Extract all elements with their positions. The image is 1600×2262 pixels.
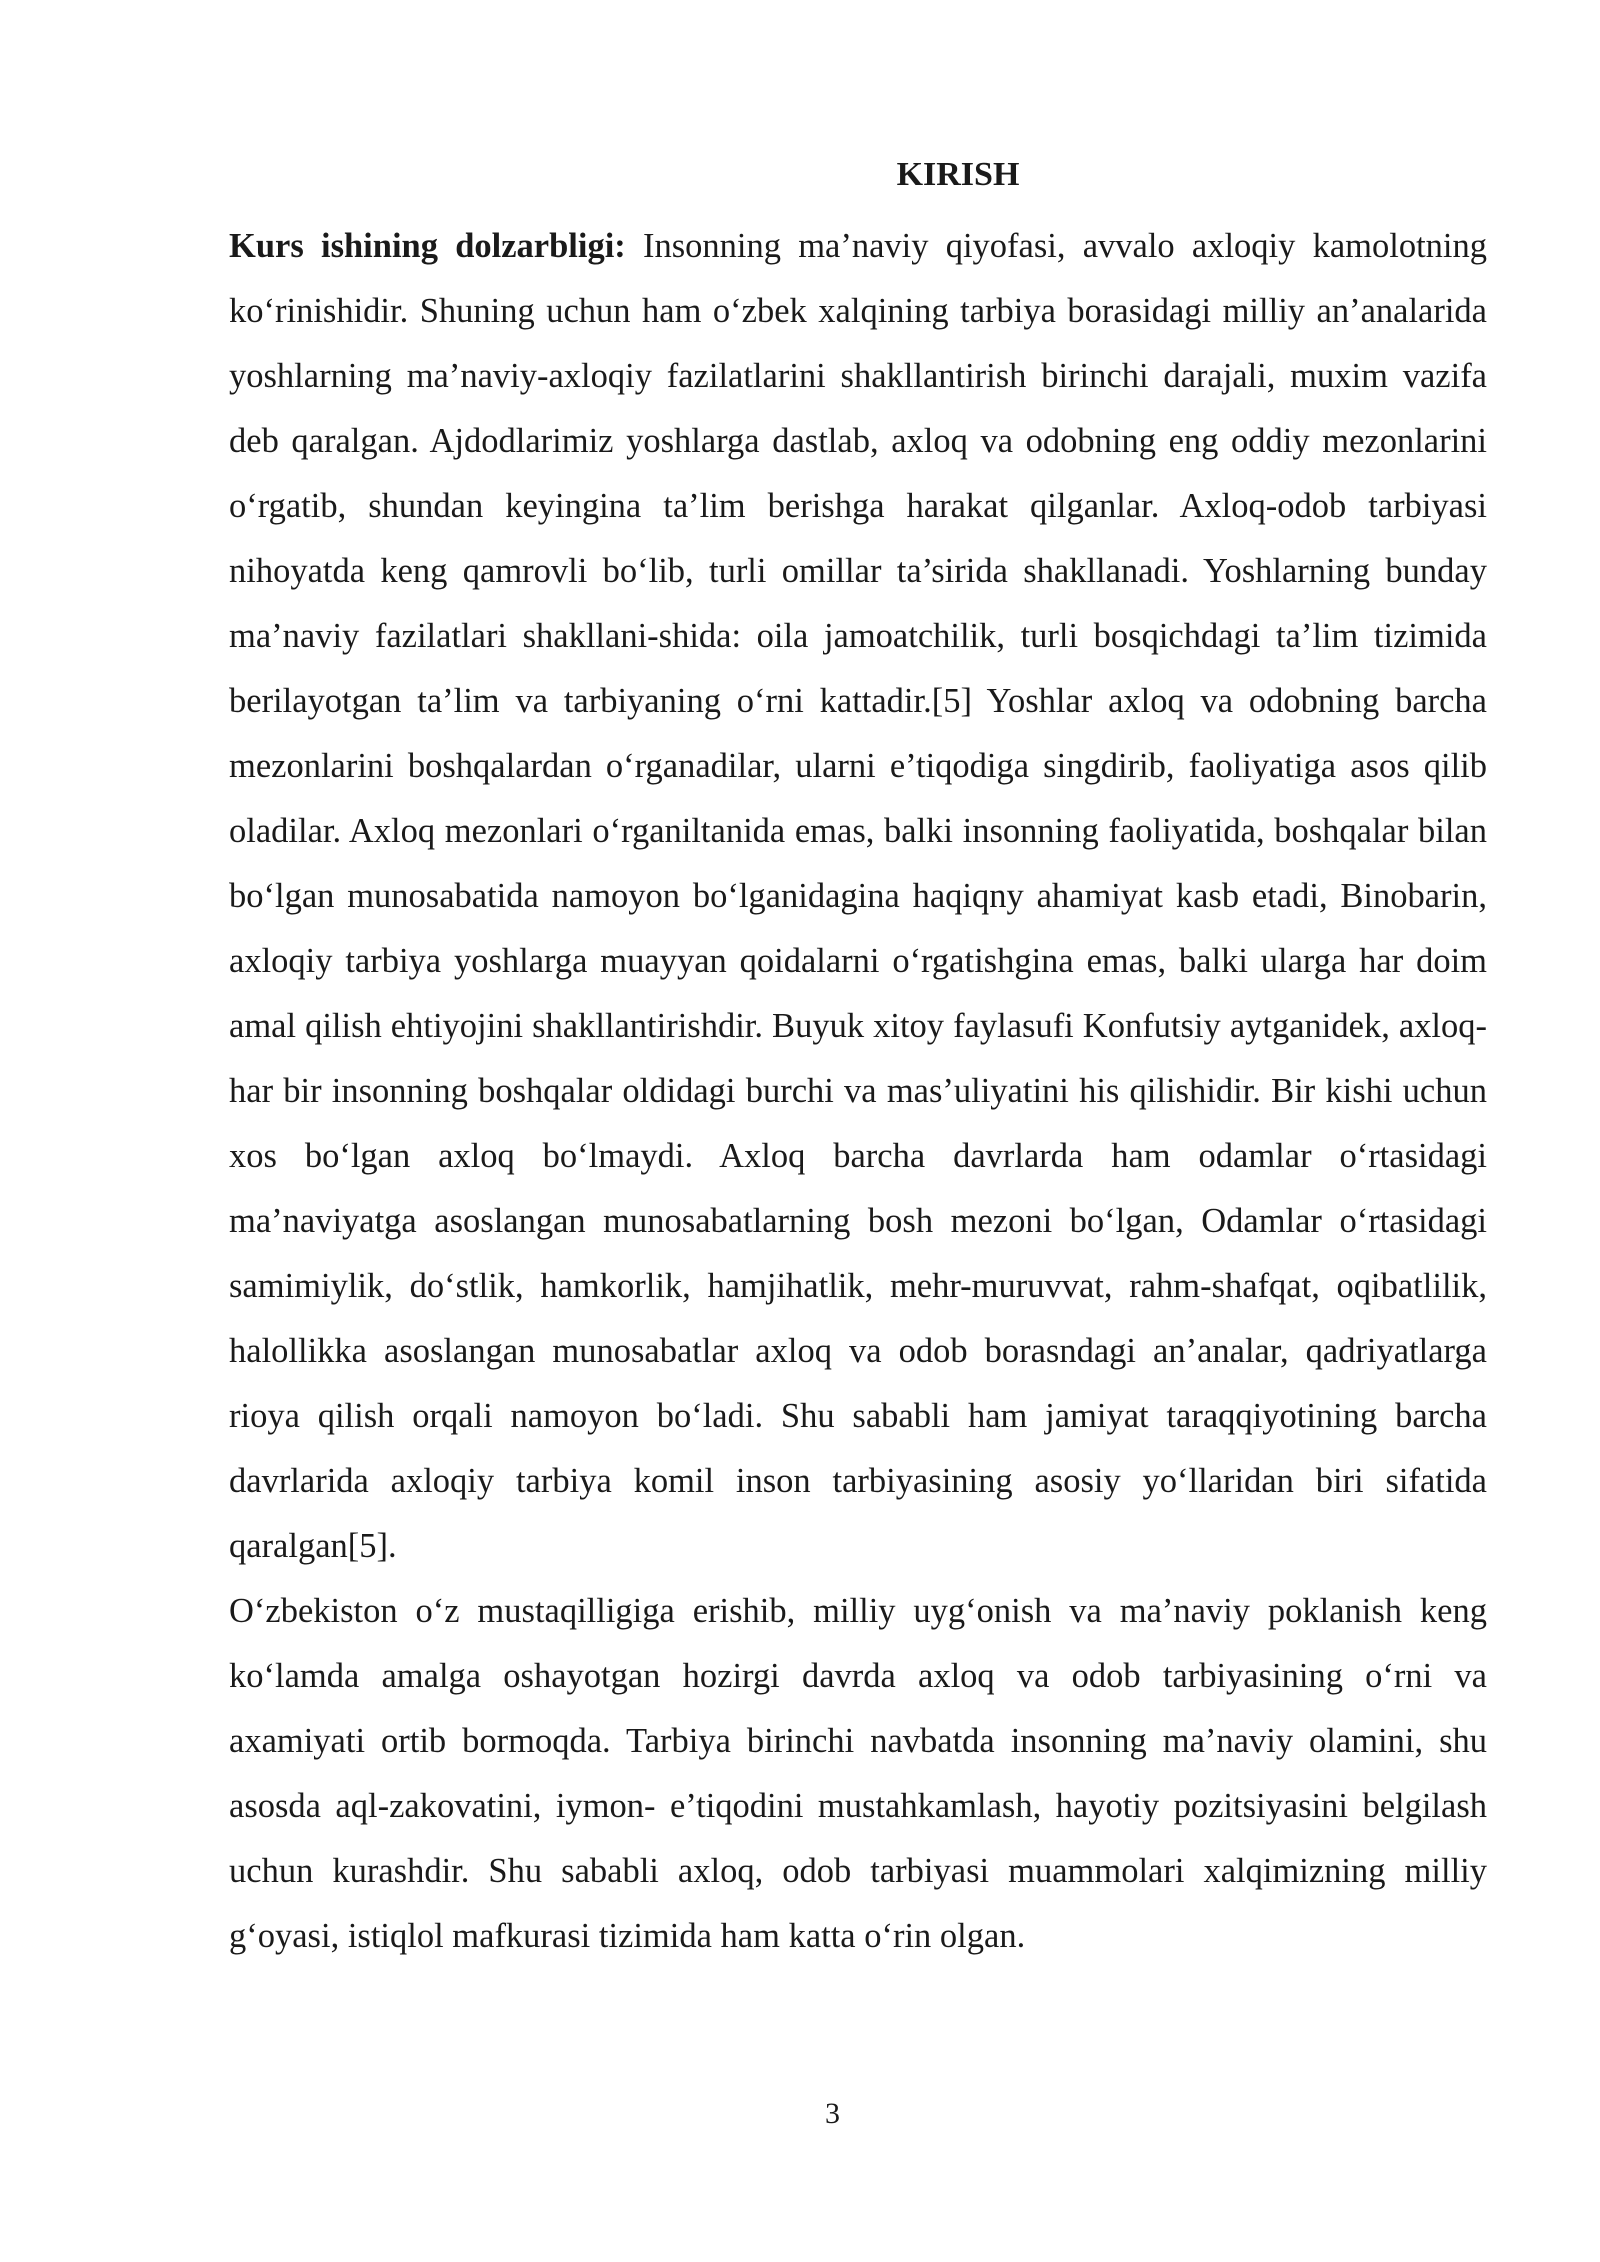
page-number: 3 (825, 2097, 840, 2130)
paragraph-relevance (229, 214, 1487, 1579)
paragraph-body: Insonning ma’naviy qiyofasi, avvalo axloqiy kamolotning ko‘rinishidir. Shuning uchun ham o‘zbek xalqining tarbiya borasidagi milliy an’analarida yoshlarning ma’naviy-axloqiy fazilatlarini shakllantirish birinchi darajali, muxim vazifa deb qaralgan. Ajdodlarimiz yoshlarga dastlab, axloq va odobning eng oddiy mezonlarini o‘rgatib, shundan keyingina ta’lim berishga harakat qilganlar. Axloq-odob tarbiyasi nihoyatda keng qamrovli bo‘lib, turli omillar ta’sirida shakllanadi. Yoshlarning bunday ma’naviy fazilatlari shakllani-shida: oila jamoatchilik, turli bosqichdagi ta’lim tizimida berilayotgan ta’lim va tarbiyaning o‘rni kattadir.[5] Yoshlar axloq va odobning barcha mezonlarini boshqalardan o‘rganadilar, ularni e’tiqodiga singdirib, faoliyatiga asos qilib oladilar. Axloq mezonlari o‘rganiltanida emas, balki insonning faoliyatida, boshqalar bilan bo‘lgan munosabatida namoyon bo‘lganidagina haqiqny ahamiyat kasb etadi, Binobarin, axloqiy tarbiya yoshlarga muayyan qoidalarni o‘rgatishgina emas, balki ularga har doim amal qilish ehtiyojini shakllantirishdir. Buyuk xitoy faylasufi Konfutsiy aytganidek, axloq-har bir insonning boshqalar oldidagi burchi va mas’uliyatini his qilishidir. Bir kishi uchun xos bo‘lgan axloq bo‘lmaydi. Axloq barcha davrlarda ham odamlar o‘rtasidagi ma’naviyatga asoslangan munosabatlarning bosh mezoni bo‘lgan, Odamlar o‘rtasidagi samimiylik, do‘stlik, hamkorlik, hamjihatlik, mehr-muruvvat, rahm-shafqat, oqibatlilik, halollikka asoslangan munosabatlar axloq va odob borasndagi an’analar, qadriyatlarga rioya qilish orqali namoyon bo‘ladi. Shu sababli ham jamiyat taraqqiyotining barcha davrlarida axloqiy tarbiya komil inson tarbiyasining asosiy yo‘llaridan biri sifatida qaralgan[5]. (229, 227, 1487, 1565)
paragraph-independence: O‘zbekiston o‘z mustaqilligiga erishib, milliy uyg‘onish va ma’naviy poklanish keng ko‘lamda amalga oshayotgan hozirgi davrda axloq va odob tarbiyasining o‘rni va axamiyati ortib bormoqda. Tarbiya birinchi navbatda insonning ma’naviy olamini, shu asosda aql-zakovatini, iymon- e’tiqodini mustahkamlash, hayotiy pozitsiyasini belgilash uchun kurashdir. Shu sababli axloq, odob tarbiyasi muammolari xalqimizning milliy g‘oyasi, istiqlol mafkurasi tizimida ham katta o‘rin olgan. (229, 1592, 1487, 1955)
section-title: KIRISH (896, 156, 1020, 193)
paragraph-lead: Kurs ishining dolzarbligi: (229, 227, 626, 265)
document-page (229, 148, 1487, 1969)
